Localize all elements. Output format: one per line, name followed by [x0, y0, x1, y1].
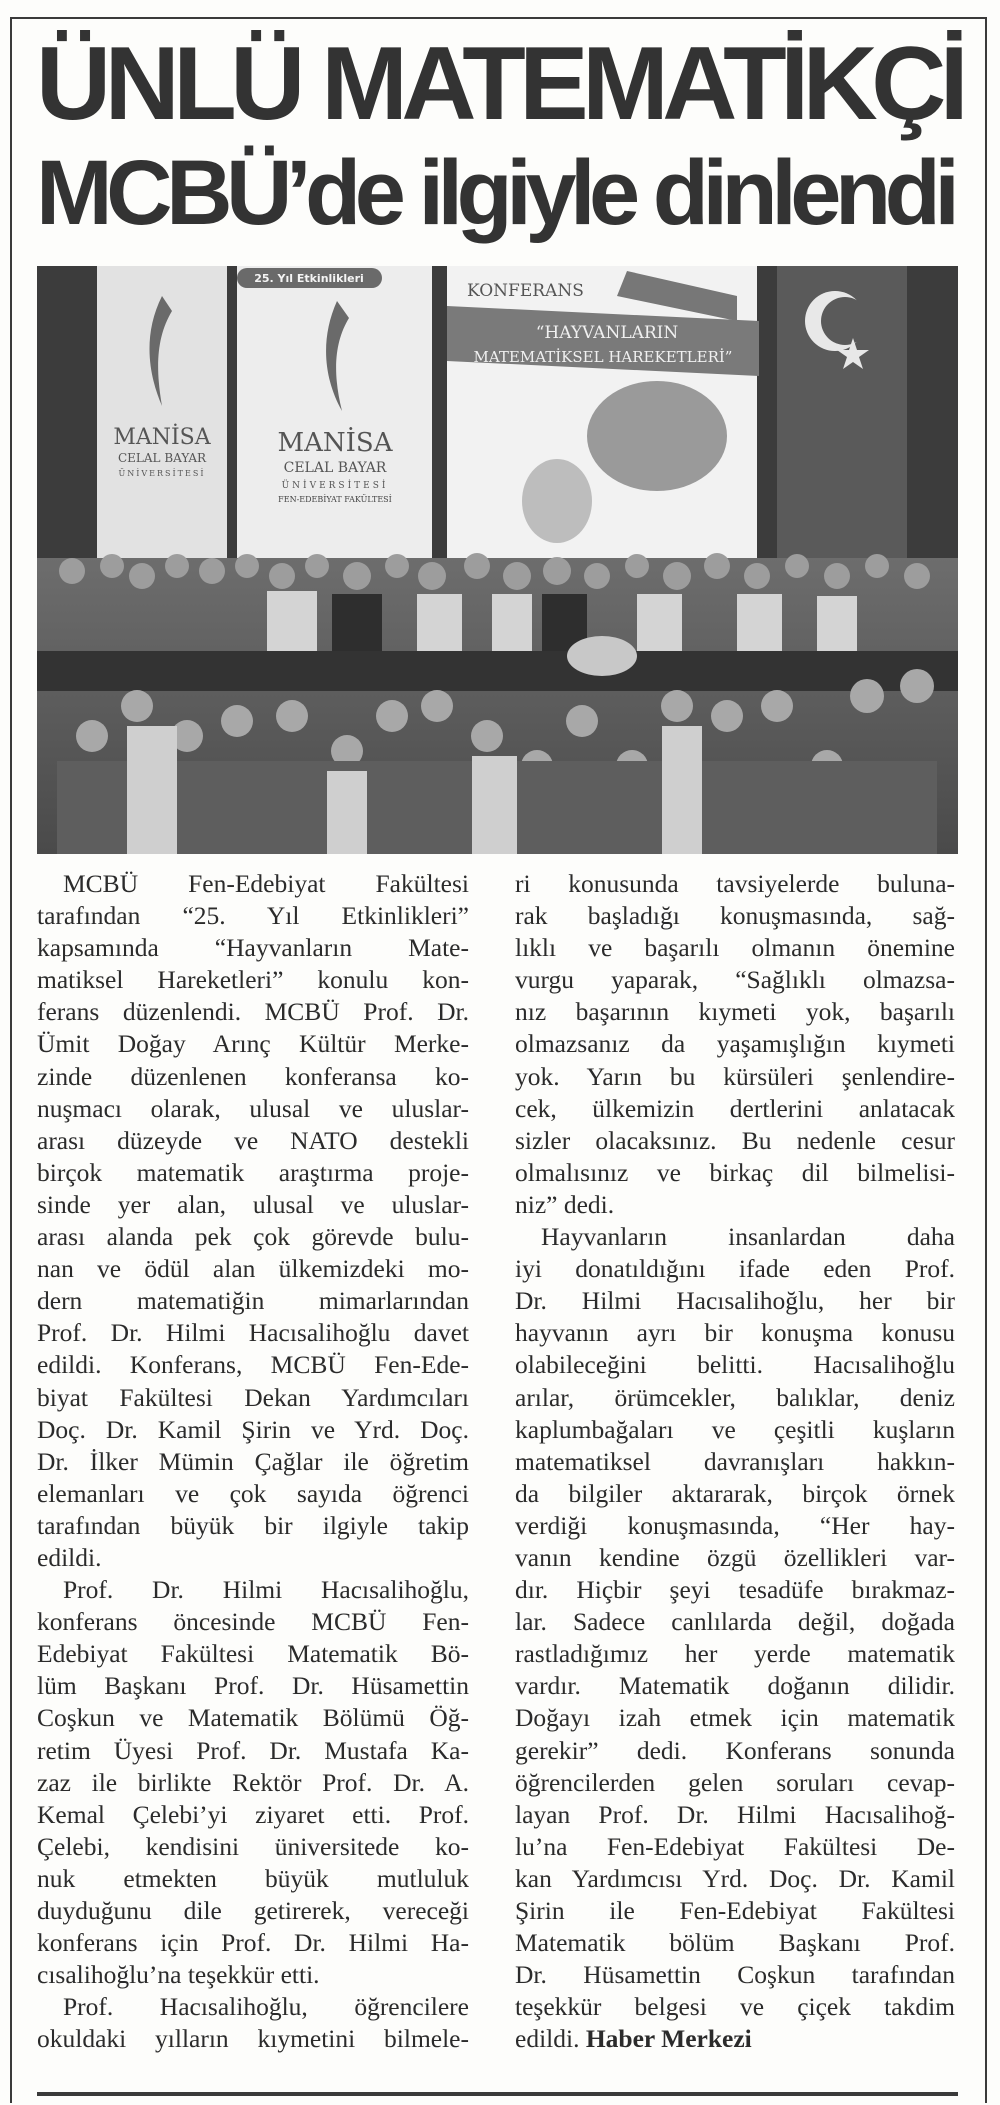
article-line: [37, 1478, 469, 1510]
article-line-text: lar. Sadece canlılarda değil, doğada: [515, 1607, 955, 1637]
article-line: [37, 868, 469, 900]
article-line: [515, 1125, 955, 1157]
article-line-text: kapsamında “Hayvanların Mate-: [37, 933, 469, 963]
speaker-portrait: [522, 459, 592, 543]
headline: [36, 28, 964, 246]
article-line-text: Edebiyat Fakültesi Matematik Bö-: [37, 1639, 469, 1669]
article-line: [515, 1446, 955, 1478]
group-photo: [37, 266, 958, 854]
article-line: [515, 1478, 955, 1510]
article-line: [37, 932, 469, 964]
article-line: [37, 1606, 469, 1638]
article-line: [37, 1767, 469, 1799]
article-line-text: duyduğunu dile getirerek, vereceği: [37, 1896, 469, 1925]
article-line: [515, 1895, 955, 1927]
banner-center-line2: CELAL BAYAR: [283, 460, 387, 476]
article-line-text: olmazsanız da yaşamışlığın kıymeti: [515, 1029, 955, 1059]
article-line: [37, 1317, 469, 1349]
podium: [37, 651, 958, 691]
article-line-text: teşekkür belgesi ve çiçek takdim: [515, 1992, 955, 2022]
article-line-text: birçok matematik araştırma proje-: [37, 1157, 469, 1187]
event-tag-text: 25. Yıl Etkinlikleri: [254, 272, 364, 285]
article-line-text: okuldaki yılların kıymetini bilmele-: [37, 2024, 469, 2054]
article-line-text: tarafından “25. Yıl Etkinlikleri”: [37, 901, 469, 931]
article-line-text: edildi. Konferans, MCBÜ Fen-Ede-: [37, 1350, 469, 1380]
headline-line-2: MCBÜ’de ilgiyle dinlendi: [36, 142, 954, 244]
article-line: [37, 1414, 469, 1446]
article-column-1: [37, 868, 469, 2055]
article-line-text: edildi.: [37, 1542, 102, 1572]
article-line: [37, 1670, 469, 1702]
article-line-text: olmalısınız ve birkaç dil bilmelisi-: [515, 1157, 955, 1187]
article-line: [515, 996, 955, 1028]
article-line: [515, 1606, 955, 1638]
article-line: [515, 900, 955, 932]
article-line: [515, 1093, 955, 1125]
article-line: [37, 1799, 469, 1831]
article-line-text: Dr. Hüsamettin Coşkun tarafından: [515, 1960, 955, 1990]
article-line-text: nuk etmekten büyük mutluluk: [37, 1863, 469, 1893]
article-line-text: nuşmacı olarak, ulusal ve uluslar-: [37, 1093, 469, 1123]
screen-title: KONFERANS: [467, 281, 584, 301]
article-line: [515, 2023, 955, 2055]
headline-line-1: ÜNLÜ MATEMATİKÇİ: [36, 26, 963, 142]
article-line-text: zinde düzenlenen konferansa ko-: [37, 1061, 469, 1091]
article-line: [37, 964, 469, 996]
article-line: [515, 1927, 955, 1959]
flower-bouquet: [567, 636, 637, 676]
article-line-text: verdiği konuşmasında, “Her hay-: [515, 1510, 955, 1540]
article-line-text: Prof. Dr. Hilmi Hacısalihoğlu,: [63, 1575, 469, 1605]
article-line-text: biyat Fakültesi Dekan Yardımcıları: [37, 1382, 469, 1412]
article-line-text: dır. Hiçbir şeyi tesadüfe bırakmaz-: [515, 1575, 955, 1605]
banner-left-line3: ÜNİVERSİTESİ: [118, 469, 206, 478]
article-line-text: konferans öncesinde MCBÜ Fen-: [37, 1607, 469, 1637]
article-line-text: vurgu yaparak, “Sağlıklı olmazsa-: [515, 965, 955, 995]
article-line-text: cısalihoğlu’na teşekkür etti.: [37, 1960, 320, 1990]
article-line-text: Ümit Doğay Arınç Kültür Merke-: [37, 1029, 469, 1059]
article-line: [37, 1061, 469, 1093]
article-line-text: matiksel Hareketleri” konulu kon-: [37, 965, 469, 995]
article-line-text: edildi.: [515, 2024, 586, 2054]
article-line: [515, 1349, 955, 1381]
article-line-text: Prof. Hacısalihoğlu, öğrencilere: [63, 1992, 469, 2022]
article-line-text: sizler olacaksınız. Bu nedenle cesur: [515, 1125, 955, 1155]
article-line: [37, 1735, 469, 1767]
article-line: [37, 1285, 469, 1317]
article-line: [515, 1317, 955, 1349]
article-line: [37, 1542, 469, 1574]
article-column-2: [515, 868, 955, 2055]
article-line-text: cek, ülkemizin dertlerini anlatacak: [515, 1093, 955, 1123]
article-line: [515, 1157, 955, 1189]
banner-center-line1: MANİSA: [277, 428, 393, 458]
article-line-text: yok. Yarın bu kürsüleri şenlendire-: [515, 1061, 955, 1091]
article-line: [515, 964, 955, 996]
article-line: [515, 1767, 955, 1799]
article-line-text: vanın kendine özgü özellikleri var-: [515, 1542, 955, 1572]
article-line-text: Şirin ile Fen-Edebiyat Fakültesi: [515, 1896, 955, 1925]
article-line: [515, 1702, 955, 1734]
article-line-text: dern matematiğin mimarlarından: [37, 1286, 469, 1316]
article-line: [515, 1574, 955, 1606]
article-line-text: tarafından büyük bir ilgiyle takip: [37, 1510, 469, 1540]
article-line: [37, 1831, 469, 1863]
bottom-rule: [37, 2092, 958, 2096]
article-line: [37, 2023, 469, 2055]
article-line: [515, 1028, 955, 1060]
article-line: [515, 1735, 955, 1767]
article-line: [37, 1959, 469, 1991]
article-line-text: matematiksel davranışları hakkın-: [515, 1446, 955, 1476]
article-line-text: zaz ile birlikte Rektör Prof. Dr. A.: [37, 1767, 469, 1797]
article-line: [515, 1863, 955, 1895]
article-line: [37, 900, 469, 932]
article-line: [37, 1574, 469, 1606]
article-line: [515, 1959, 955, 1991]
screen-subtitle-line1: “HAYVANLARIN: [535, 323, 679, 343]
article-line-text: kaplumbağaları ve çeşitli kuşların: [515, 1414, 955, 1444]
article-line: [37, 1349, 469, 1381]
screen-subtitle-line2: MATEMATİKSEL HAREKETLERİ”: [473, 348, 733, 366]
article-line: [37, 1927, 469, 1959]
article-line: [37, 1253, 469, 1285]
article-line-text: konferans için Prof. Dr. Hilmi Ha-: [37, 1928, 469, 1958]
article-line-text: Coşkun ve Matematik Bölümü Öğ-: [37, 1703, 469, 1733]
article-line: [515, 1253, 955, 1285]
article-line: [515, 1670, 955, 1702]
banner-center-line4: FEN-EDEBİYAT FAKÜLTESİ: [278, 495, 392, 504]
article-line: [515, 1061, 955, 1093]
article-line-text: Çelebi, kendisini üniversitede ko-: [37, 1831, 469, 1861]
article-line: [37, 1446, 469, 1478]
article-line: [37, 1863, 469, 1895]
article-line-text: hayvanın ayrı bir konuşma konusu: [515, 1318, 955, 1348]
article-line-text: elemanları ve çok sayıda öğrenci: [37, 1478, 469, 1508]
article-line: [515, 1831, 955, 1863]
article-line: [515, 1510, 955, 1542]
article-line-text: öğrencilerden gelen soruları cevap-: [515, 1767, 955, 1797]
article-line: [515, 932, 955, 964]
bee-illustration: [587, 381, 727, 491]
article-line-text: ferans düzenlendi. MCBÜ Prof. Dr.: [37, 997, 469, 1027]
article-line: [37, 996, 469, 1028]
article-line-text: layan Prof. Dr. Hilmi Hacısalihoğ-: [515, 1799, 955, 1829]
article-line: [37, 1093, 469, 1125]
article-line-text: Matematik bölüm Başkanı Prof.: [515, 1928, 955, 1958]
article-line: [515, 1638, 955, 1670]
group-photo-illustration: [37, 266, 958, 854]
article-line: [37, 1125, 469, 1157]
article-line-text: gerekir” dedi. Konferans sonunda: [515, 1735, 955, 1765]
article-line-text: Prof. Dr. Hilmi Hacısalihoğlu davet: [37, 1318, 469, 1348]
banner-left-line1: MANİSA: [113, 425, 211, 450]
article-line-text: da bilgiler aktararak, birçok örnek: [515, 1478, 955, 1508]
article-line: [37, 1189, 469, 1221]
banner-left-line2: CELAL BAYAR: [117, 451, 207, 465]
article-line-text: arası düzeyde ve NATO destekli: [37, 1125, 469, 1155]
article-line: [37, 1510, 469, 1542]
article-line: [37, 1702, 469, 1734]
article-line-text: kan Yardımcısı Yrd. Doç. Dr. Kamil: [515, 1863, 955, 1893]
article-line: [37, 1382, 469, 1414]
article-line: [515, 1189, 955, 1221]
article-line: [515, 1799, 955, 1831]
article-line-text: arası alanda pek çok görevde bulu-: [37, 1222, 469, 1252]
article-line-text: sinde yer alan, ulusal ve uluslar-: [37, 1189, 469, 1219]
article-line: [515, 1382, 955, 1414]
article-line: [37, 1221, 469, 1253]
article-line: [515, 1221, 955, 1253]
article-line: [37, 1638, 469, 1670]
article-line-text: Doğayı izah etmek için matematik: [515, 1703, 955, 1733]
article-line: [515, 1285, 955, 1317]
article-line-text: rastladığımız her yerde matematik: [515, 1639, 955, 1669]
article-line-text: vardır. Matematik doğanın dilidir.: [515, 1671, 955, 1701]
byline: Haber Merkezi: [585, 2024, 752, 2054]
article-line-text: iyi donatıldığını ifade eden Prof.: [515, 1254, 955, 1284]
article-line-text: rak başladığı konuşmasında, sağ-: [515, 901, 955, 931]
article-line: [37, 1895, 469, 1927]
article-line-text: lu’na Fen-Edebiyat Fakültesi De-: [515, 1831, 955, 1861]
article-line-text: olabileceğini belitti. Hacısalihoğlu: [515, 1350, 955, 1380]
article-line-text: nız başarının kıymeti yok, başarılı: [515, 997, 955, 1027]
article-line-text: Dr. İlker Mümin Çağlar ile öğretim: [37, 1446, 469, 1476]
article-line: [37, 1028, 469, 1060]
article-line-text: lüm Başkanı Prof. Dr. Hüsamettin: [37, 1671, 469, 1701]
article-line-text: niz” dedi.: [515, 1189, 615, 1219]
article-line-text: Doç. Dr. Kamil Şirin ve Yrd. Doç.: [37, 1414, 469, 1444]
article-line-text: arılar, örümcekler, balıklar, deniz: [515, 1382, 955, 1412]
article-line: [37, 1157, 469, 1189]
article-line-text: lıklı ve başarılı olmanın önemine: [515, 933, 955, 963]
article-line-text: Hayvanların insanlardan daha: [541, 1222, 955, 1252]
article-line-text: MCBÜ Fen-Edebiyat Fakültesi: [63, 869, 469, 898]
article-line: [515, 1414, 955, 1446]
article-line: [515, 1991, 955, 2023]
article-line: [515, 868, 955, 900]
article-line-text: retim Üyesi Prof. Dr. Mustafa Ka-: [37, 1735, 469, 1765]
article-line-text: ri konusunda tavsiyelerde buluna-: [515, 869, 955, 898]
banner-center-line3: ÜNİVERSİTESİ: [281, 481, 389, 491]
article-line: [515, 1542, 955, 1574]
article-line-text: Dr. Hilmi Hacısalihoğlu, her bir: [515, 1286, 955, 1316]
article-line: [37, 1991, 469, 2023]
article-line-text: Kemal Çelebi’yi ziyaret etti. Prof.: [37, 1799, 469, 1829]
article-line-text: nan ve ödül alan ülkemizdeki mo-: [37, 1254, 469, 1284]
